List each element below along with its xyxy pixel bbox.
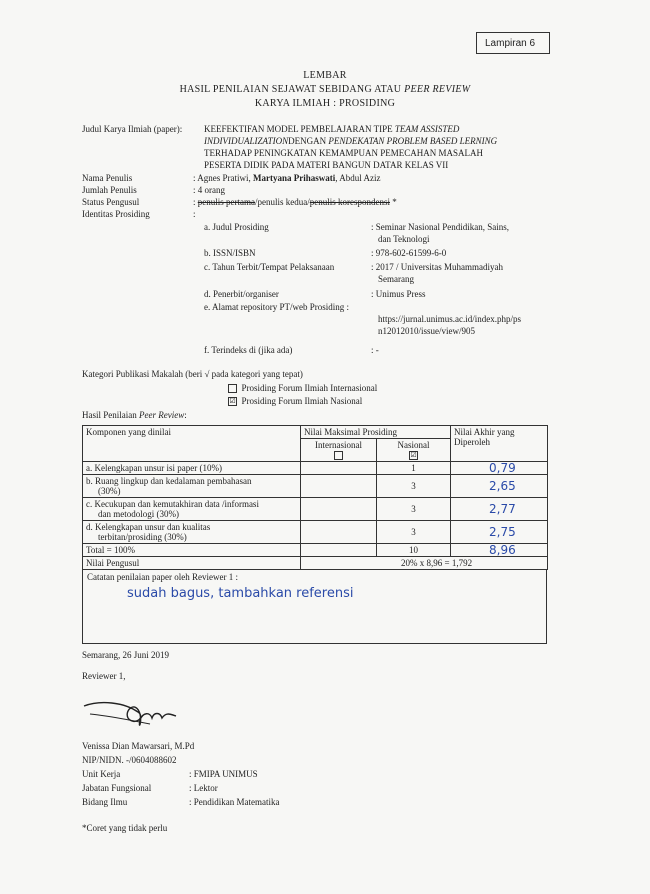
- internasional-cell: [301, 462, 377, 475]
- unit-value: : FMIPA UNIMUS: [189, 769, 258, 779]
- table-pengusul-row: [83, 557, 548, 570]
- checkbox-checked-icon[interactable]: ☑: [410, 451, 417, 460]
- header-nasional: Nasional ☑: [377, 439, 451, 462]
- identitas-a-label: a. Judul Prosiding: [204, 222, 269, 232]
- judul-line-4: PESERTA DIDIK PADA MATERI BANGUN DATAR KELAS VII: [204, 160, 449, 170]
- jabatan-value: : Lektor: [189, 783, 218, 793]
- table-row: [83, 521, 548, 544]
- catatan-label: Catatan penilaian paper oleh Reviewer 1 :: [87, 572, 238, 582]
- reviewer-label: Reviewer 1,: [82, 671, 126, 681]
- table-row: [83, 462, 548, 475]
- checkbox-empty-icon[interactable]: [334, 451, 343, 460]
- nilai-akhir-cell: 0,79: [451, 462, 548, 475]
- identitas-b-value: : 978-602-61599-6-0: [371, 248, 447, 258]
- nasional-cell: 3: [377, 498, 451, 521]
- pengusul-label: Nilai Pengusul: [83, 557, 301, 570]
- checkbox-empty-icon[interactable]: [228, 384, 237, 393]
- nasional-cell: 3: [377, 475, 451, 498]
- title-line-3: KARYA ILMIAH : PROSIDING: [254, 98, 396, 109]
- signature-image: [80, 690, 190, 740]
- title-line-1: LEMBAR: [303, 70, 347, 81]
- status-label: Status Pengusul: [82, 197, 140, 207]
- unit-label: Unit Kerja: [82, 769, 121, 779]
- nasional-cell: 1: [377, 462, 451, 475]
- table-row: [83, 498, 548, 521]
- nama-value: : Agnes Pratiwi, Martyana Prihaswati, Abdul Aziz: [193, 173, 381, 183]
- nama-label: Nama Penulis: [82, 173, 133, 183]
- total-nasional: 10: [377, 544, 451, 557]
- judul-line-1: KEEFEKTIFAN MODEL PEMBELAJARAN TIPE TEAM ASSISTED: [204, 124, 460, 134]
- identitas-f-value: : -: [371, 345, 379, 355]
- hasil-label: Hasil Penilaian Peer Review:: [82, 410, 187, 420]
- coret-note: *Coret yang tidak perlu: [82, 823, 168, 833]
- identitas-b-label: b. ISSN/ISBN: [204, 248, 256, 258]
- header-komponen: Komponen yang dinilai: [83, 426, 301, 462]
- checkbox-checked-icon[interactable]: ☑: [229, 397, 236, 406]
- table-total-row: [83, 544, 548, 557]
- total-nilai-akhir: 8,96: [451, 544, 548, 557]
- reviewer-nama: Venissa Dian Mawarsari, M.Pd: [82, 741, 195, 751]
- judul-line-3: TERHADAP PENINGKATAN KEMAMPUAN PEMECAHAN MASALAH: [204, 148, 483, 158]
- judul-label: Judul Karya Ilmiah (paper):: [82, 124, 183, 134]
- internasional-cell: [301, 498, 377, 521]
- jumlah-label: Jumlah Penulis: [82, 185, 137, 195]
- bidang-label: Bidang Ilmu: [82, 797, 128, 807]
- komponen-cell: b. Ruang lingkup dan kedalaman pembahasan (30%): [83, 475, 301, 498]
- identitas-e-label: e. Alamat repository PT/web Prosiding :: [204, 302, 349, 312]
- header-nilai-maksimal: Nilai Maksimal Prosiding: [301, 426, 451, 439]
- tempat-tanggal: Semarang, 26 Juni 2019: [82, 650, 169, 660]
- pengusul-value: 20% x 8,96 = 1,792: [301, 557, 548, 570]
- komponen-cell: d. Kelengkapan unsur dan kualitas terbitan/prosiding (30%): [83, 521, 301, 544]
- internasional-cell: [301, 544, 377, 557]
- nilai-akhir-cell: 2,65: [451, 475, 548, 498]
- title-line-2: HASIL PENILAIAN SEJAWAT SEBIDANG ATAU PEER REVIEW: [179, 84, 471, 95]
- table-row: [83, 475, 548, 498]
- identitas-a-value-2: dan Teknologi: [378, 234, 430, 244]
- kategori-option-nasional[interactable]: ☑ Prosiding Forum Ilmiah Nasional: [229, 396, 363, 406]
- identitas-a-value: : Seminar Nasional Pendidikan, Sains,: [371, 222, 509, 232]
- identitas-d-label: d. Penerbit/organiser: [204, 289, 279, 299]
- reviewer-nip: NIP/NIDN. -/0604088602: [82, 755, 177, 765]
- total-label: Total = 100%: [83, 544, 301, 557]
- nilai-akhir-cell: 2,77: [451, 498, 548, 521]
- identitas-c-value: : 2017 / Universitas Muhammadiyah: [371, 262, 503, 272]
- lampiran-box: Lampiran 6: [476, 32, 550, 54]
- table-header-row: [83, 426, 548, 439]
- kategori-option-internasional[interactable]: Prosiding Forum Ilmiah Internasional: [228, 383, 377, 394]
- penilaian-table: [82, 425, 548, 570]
- jabatan-label: Jabatan Fungsional: [82, 783, 152, 793]
- identitas-f-label: f. Terindeks di (jika ada): [204, 345, 293, 355]
- identitas-colon: :: [193, 209, 196, 219]
- catatan-box: [82, 570, 547, 644]
- internasional-cell: [301, 475, 377, 498]
- identitas-e-value: https://jurnal.unimus.ac.id/index.php/ps: [378, 314, 521, 324]
- kategori-label: Kategori Publikasi Makalah (beri √ pada kategori yang tepat): [82, 369, 303, 379]
- komponen-cell: c. Kecukupan dan kemutakhiran data /informasi dan metodologi (30%): [83, 498, 301, 521]
- bidang-value: : Pendidikan Matematika: [189, 797, 280, 807]
- catatan-handwritten: sudah bagus, tambahkan referensi: [127, 586, 354, 601]
- header-internasional: Internasional: [301, 439, 377, 462]
- status-value: : penulis pertama/penulis kedua/penulis korespondensi *: [193, 197, 397, 207]
- header-nilai-akhir: Nilai Akhir yang Diperoleh: [451, 426, 548, 462]
- judul-line-2: INDIVIDUALIZATIONDENGAN PENDEKATAN PROBLEM BASED LERNING: [204, 136, 498, 146]
- identitas-label: Identitas Prosiding: [82, 209, 150, 219]
- nasional-cell: 3: [377, 521, 451, 544]
- identitas-c-value-2: Semarang: [378, 274, 414, 284]
- jumlah-value: : 4 orang: [193, 185, 225, 195]
- identitas-c-label: c. Tahun Terbit/Tempat Pelaksanaan: [204, 262, 335, 272]
- identitas-e-value-2: n12012010/issue/view/905: [378, 326, 475, 336]
- internasional-cell: [301, 521, 377, 544]
- komponen-cell: a. Kelengkapan unsur isi paper (10%): [83, 462, 301, 475]
- identitas-d-value: : Unimus Press: [371, 289, 426, 299]
- nilai-akhir-cell: 2,75: [451, 521, 548, 544]
